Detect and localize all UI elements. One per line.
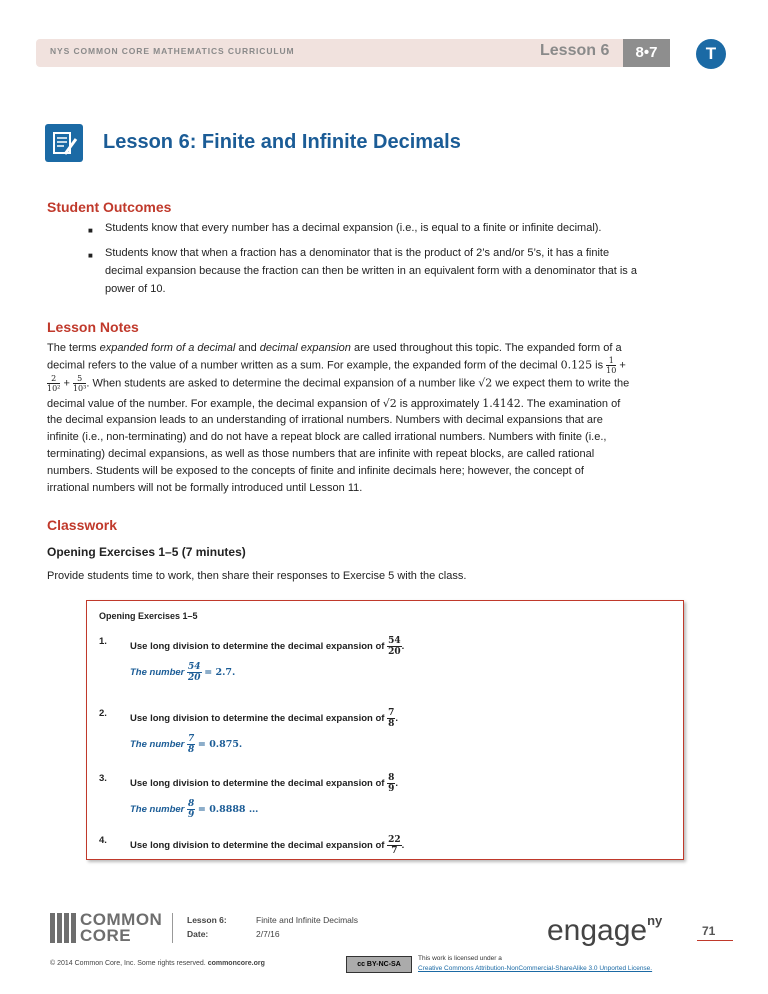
bullet-marker: ■	[88, 226, 93, 235]
notes-line-4: decimal value of the number. For example, the decimal expansion of √2 is approximately 1.4142. The examination of	[47, 397, 621, 410]
lesson-notes-heading: Lesson Notes	[47, 319, 139, 335]
teacher-badge: T	[696, 39, 726, 69]
notes-line-3: $\frac{2}{\text{10²}}$ + $\frac{5}{\text{10³}}$ . When students are asked to determine the decimal expansion of a number like √2 we expect them to write the	[47, 374, 630, 393]
footer-lesson-value: Finite and Infinite Decimals	[256, 915, 359, 925]
footer-date-value: 2/7/16	[256, 929, 280, 939]
notes-line-9: irrational numbers will not be formally introduced until Lesson 11.	[47, 482, 363, 494]
exercise-number: 3.	[99, 773, 107, 784]
license-text: This work is licensed under a	[418, 955, 502, 962]
bullet-marker: ■	[88, 251, 93, 260]
curriculum-label: NYS COMMON CORE MATHEMATICS CURRICULUM	[50, 46, 295, 56]
exercise-answer: The number $\frac{7}{8}$ = 0.875.	[130, 734, 243, 755]
notes-line-8: numbers. Students will be exposed to the concepts of finite and infinite decimals here; however, the concept of	[47, 465, 584, 477]
lesson-plan-icon	[45, 124, 83, 162]
notes-line-6: infinite (i.e., non-terminating) and do not have a repeat block are called irrational numbers. Numbers with finite (i.e.,	[47, 431, 607, 443]
engageny-logo: engage$^{ny}$	[547, 913, 663, 947]
exercise-prompt: Use long division to determine the decimal expansion of $\frac{22}{7}$ .	[130, 835, 405, 856]
page-number-rule	[697, 940, 733, 941]
exercise-prompt: Use long division to determine the decimal expansion of $\frac{8}{9}$ .	[130, 773, 398, 794]
outcome-bullet-1: Students know that every number has a decimal expansion (i.e., is equal to a finite or infinite decimal).	[105, 222, 602, 234]
creative-commons-badge: cc BY-NC-SA	[346, 956, 412, 973]
footer-date-label: Date:	[187, 929, 209, 939]
exercise-prompt: Use long division to determine the decimal expansion of $\frac{54}{20}$ .	[130, 636, 405, 657]
exercise-answer: The number $\frac{54}{20}$ = 2.7.	[130, 662, 236, 683]
notes-line-2: decimal refers to the value of a number written as a sum. For example, the expanded form of the decimal 0.125 is $\frac{1}{10}$ +	[47, 356, 626, 375]
opening-exercises-heading: Opening Exercises 1–5 (7 minutes)	[47, 545, 246, 559]
classwork-heading: Classwork	[47, 517, 118, 533]
exercise-box-title: Opening Exercises 1–5	[99, 611, 198, 621]
exercise-number: 1.	[99, 636, 107, 647]
lesson-label: Lesson 6	[540, 42, 610, 59]
exercise-prompt: Use long division to determine the decimal expansion of $\frac{7}{8}$ .	[130, 708, 398, 729]
license-link[interactable]: Creative Commons Attribution-NonCommercial-ShareAlike 3.0 Unported License.	[418, 965, 653, 972]
exercise-answer: The number $\frac{8}{9}$ = 0.8888 …	[130, 799, 259, 820]
outcome-bullet-2-line2: decimal expansion because the fraction can then be written in an equivalent form with a denominator that is a	[105, 265, 637, 277]
classwork-intro: Provide students time to work, then share their responses to Exercise 5 with the class.	[47, 570, 467, 582]
page-title: Lesson 6: Finite and Infinite Decimals	[103, 131, 461, 153]
notes-line-7: terminating) decimal expansions, as well as those numbers that are infinite with repeat blocks, are called rational	[47, 448, 595, 460]
common-core-logo-icon	[50, 913, 76, 943]
exercise-number: 2.	[99, 708, 107, 719]
notes-line-1: The terms expanded form of a decimal and decimal expansion are used throughout this topic. The expanded form of a	[47, 342, 622, 354]
outcome-bullet-2-line3: power of 10.	[105, 283, 166, 295]
page-number: 71	[702, 924, 716, 938]
outcome-bullet-2-line1: Students know that when a fraction has a denominator that is the product of 2’s and/or 5’s, it has a finite	[105, 247, 610, 259]
grade-module-badge: 8•7	[623, 39, 670, 67]
footer-lesson-label: Lesson 6:	[187, 915, 227, 925]
exercise-number: 4.	[99, 835, 107, 846]
student-outcomes-heading: Student Outcomes	[47, 199, 172, 215]
notes-line-5: the decimal expansion leads to an understanding of irrational numbers. Numbers with decimal expansions that are	[47, 414, 603, 426]
footer-copyright: © 2014 Common Core, Inc. Some rights reserved. commoncore.org	[50, 960, 265, 967]
common-core-logo: COMMON CORE	[80, 910, 163, 945]
footer-divider	[172, 913, 173, 943]
